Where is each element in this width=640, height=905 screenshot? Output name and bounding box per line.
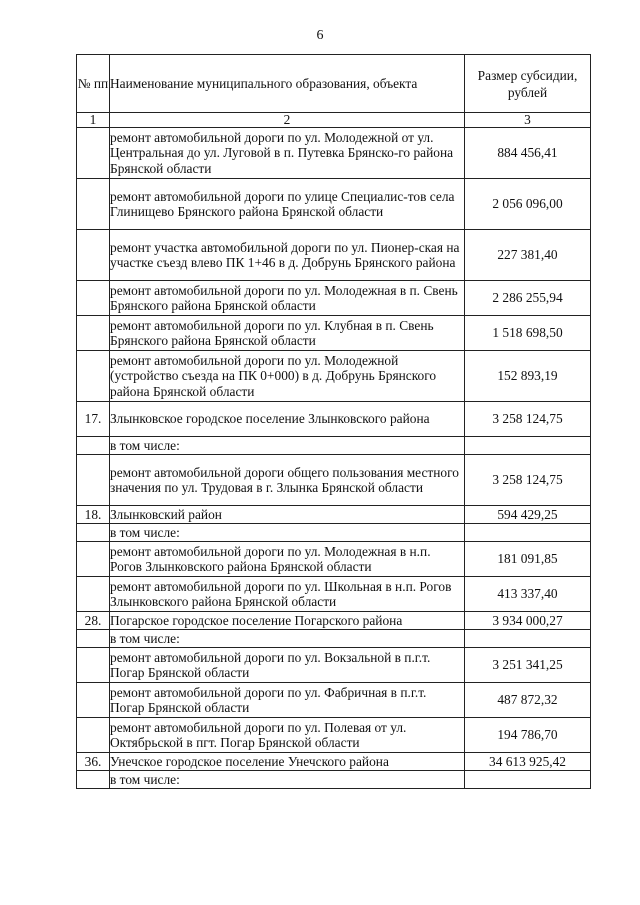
table-row xyxy=(77,316,591,351)
page-number: 6 xyxy=(316,28,324,43)
row-number xyxy=(77,455,110,506)
row-name: Злынковское городское поселение Злынковского района xyxy=(110,402,465,437)
row-amount xyxy=(465,771,591,789)
row-amount: 2 056 096,00 xyxy=(465,179,591,230)
row-name: в том числе: xyxy=(110,630,465,648)
table-row xyxy=(77,179,591,230)
row-amount: 884 456,41 xyxy=(465,128,591,179)
row-name: ремонт автомобильной дороги по ул. Молодежная в п. Свень Брянского района Брянской области xyxy=(110,281,465,316)
table-row xyxy=(77,542,591,577)
row-amount xyxy=(465,630,591,648)
row-number: 36. xyxy=(77,753,110,771)
row-amount: 2 286 255,94 xyxy=(465,281,591,316)
column-header-amount: Размер субсидии, рублей xyxy=(465,55,591,113)
row-name: ремонт автомобильной дороги по ул. Клубная в п. Свень Брянского района Брянской области xyxy=(110,316,465,351)
row-number xyxy=(77,542,110,577)
column-header-number: № пп xyxy=(77,55,110,113)
row-amount: 413 337,40 xyxy=(465,577,591,612)
row-number: 18. xyxy=(77,506,110,524)
row-number: 17. xyxy=(77,402,110,437)
row-number xyxy=(77,771,110,789)
row-amount: 1 518 698,50 xyxy=(465,316,591,351)
column-index: 3 xyxy=(465,113,591,128)
row-name: ремонт автомобильной дороги по ул. Молодежной от ул. Центральная до ул. Луговой в п. Путевка Брянско-го района Брянской области xyxy=(110,128,465,179)
row-name: Злынковский район xyxy=(110,506,465,524)
subsidy-table xyxy=(76,54,591,789)
table-row xyxy=(77,128,591,179)
row-amount: 34 613 925,42 xyxy=(465,753,591,771)
table-row xyxy=(77,351,591,402)
row-number xyxy=(77,230,110,281)
row-name: ремонт участка автомобильной дороги по ул. Пионер-ская на участке съезд влево ПК 1+46 в д. Добрунь Брянского района xyxy=(110,230,465,281)
row-name: ремонт автомобильной дороги по ул. Молодежная в н.п. Рогов Злынковского района Брянской области xyxy=(110,542,465,577)
row-name: в том числе: xyxy=(110,524,465,542)
table-row xyxy=(77,771,591,789)
row-number xyxy=(77,648,110,683)
row-name: Унечское городское поселение Унечского района xyxy=(110,753,465,771)
row-name: ремонт автомобильной дороги по ул. Школьная в н.п. Рогов Злынковского района Брянской области xyxy=(110,577,465,612)
table-row xyxy=(77,437,591,455)
table-row xyxy=(77,506,591,524)
table-row xyxy=(77,524,591,542)
table-row xyxy=(77,648,591,683)
row-number xyxy=(77,718,110,753)
column-header-name: Наименование муниципального образования, объекта xyxy=(110,55,465,113)
row-name: Погарское городское поселение Погарского района xyxy=(110,612,465,630)
row-name: в том числе: xyxy=(110,771,465,789)
row-name: ремонт автомобильной дороги по ул. Фабричная в п.г.т. Погар Брянской области xyxy=(110,683,465,718)
row-name: в том числе: xyxy=(110,437,465,455)
row-number xyxy=(77,524,110,542)
row-amount: 3 251 341,25 xyxy=(465,648,591,683)
row-name: ремонт автомобильной дороги по улице Специалис-тов села Глинищево Брянского района Брянской области xyxy=(110,179,465,230)
row-amount xyxy=(465,437,591,455)
column-index: 2 xyxy=(110,113,465,128)
row-name: ремонт автомобильной дороги общего пользования местного значения по ул. Трудовая в г. Злынка Брянской области xyxy=(110,455,465,506)
table-row xyxy=(77,455,591,506)
row-number xyxy=(77,281,110,316)
row-amount: 194 786,70 xyxy=(465,718,591,753)
table-row xyxy=(77,577,591,612)
row-name: ремонт автомобильной дороги по ул. Молодежной (устройство съезда на ПК 0+000) в д. Добрунь Брянского района Брянской области xyxy=(110,351,465,402)
row-number xyxy=(77,630,110,648)
row-number xyxy=(77,437,110,455)
column-index: 1 xyxy=(77,113,110,128)
table-row xyxy=(77,612,591,630)
table-row xyxy=(77,402,591,437)
row-number xyxy=(77,316,110,351)
row-number xyxy=(77,128,110,179)
table-row xyxy=(77,753,591,771)
row-amount: 181 091,85 xyxy=(465,542,591,577)
row-amount: 487 872,32 xyxy=(465,683,591,718)
row-amount: 3 258 124,75 xyxy=(465,402,591,437)
row-name: ремонт автомобильной дороги по ул. Полевая от ул. Октябрьской в пгт. Погар Брянской области xyxy=(110,718,465,753)
table-row xyxy=(77,230,591,281)
row-number xyxy=(77,351,110,402)
row-number xyxy=(77,683,110,718)
row-amount: 3 258 124,75 xyxy=(465,455,591,506)
row-amount: 152 893,19 xyxy=(465,351,591,402)
row-number xyxy=(77,179,110,230)
column-index-row xyxy=(77,113,591,128)
row-amount: 227 381,40 xyxy=(465,230,591,281)
table-row xyxy=(77,630,591,648)
row-number xyxy=(77,577,110,612)
table-row xyxy=(77,718,591,753)
row-name: ремонт автомобильной дороги по ул. Вокзальной в п.г.т. Погар Брянской области xyxy=(110,648,465,683)
row-amount: 594 429,25 xyxy=(465,506,591,524)
table-row xyxy=(77,683,591,718)
row-number: 28. xyxy=(77,612,110,630)
table-header-row xyxy=(77,55,591,113)
row-amount xyxy=(465,524,591,542)
table-row xyxy=(77,281,591,316)
row-amount: 3 934 000,27 xyxy=(465,612,591,630)
